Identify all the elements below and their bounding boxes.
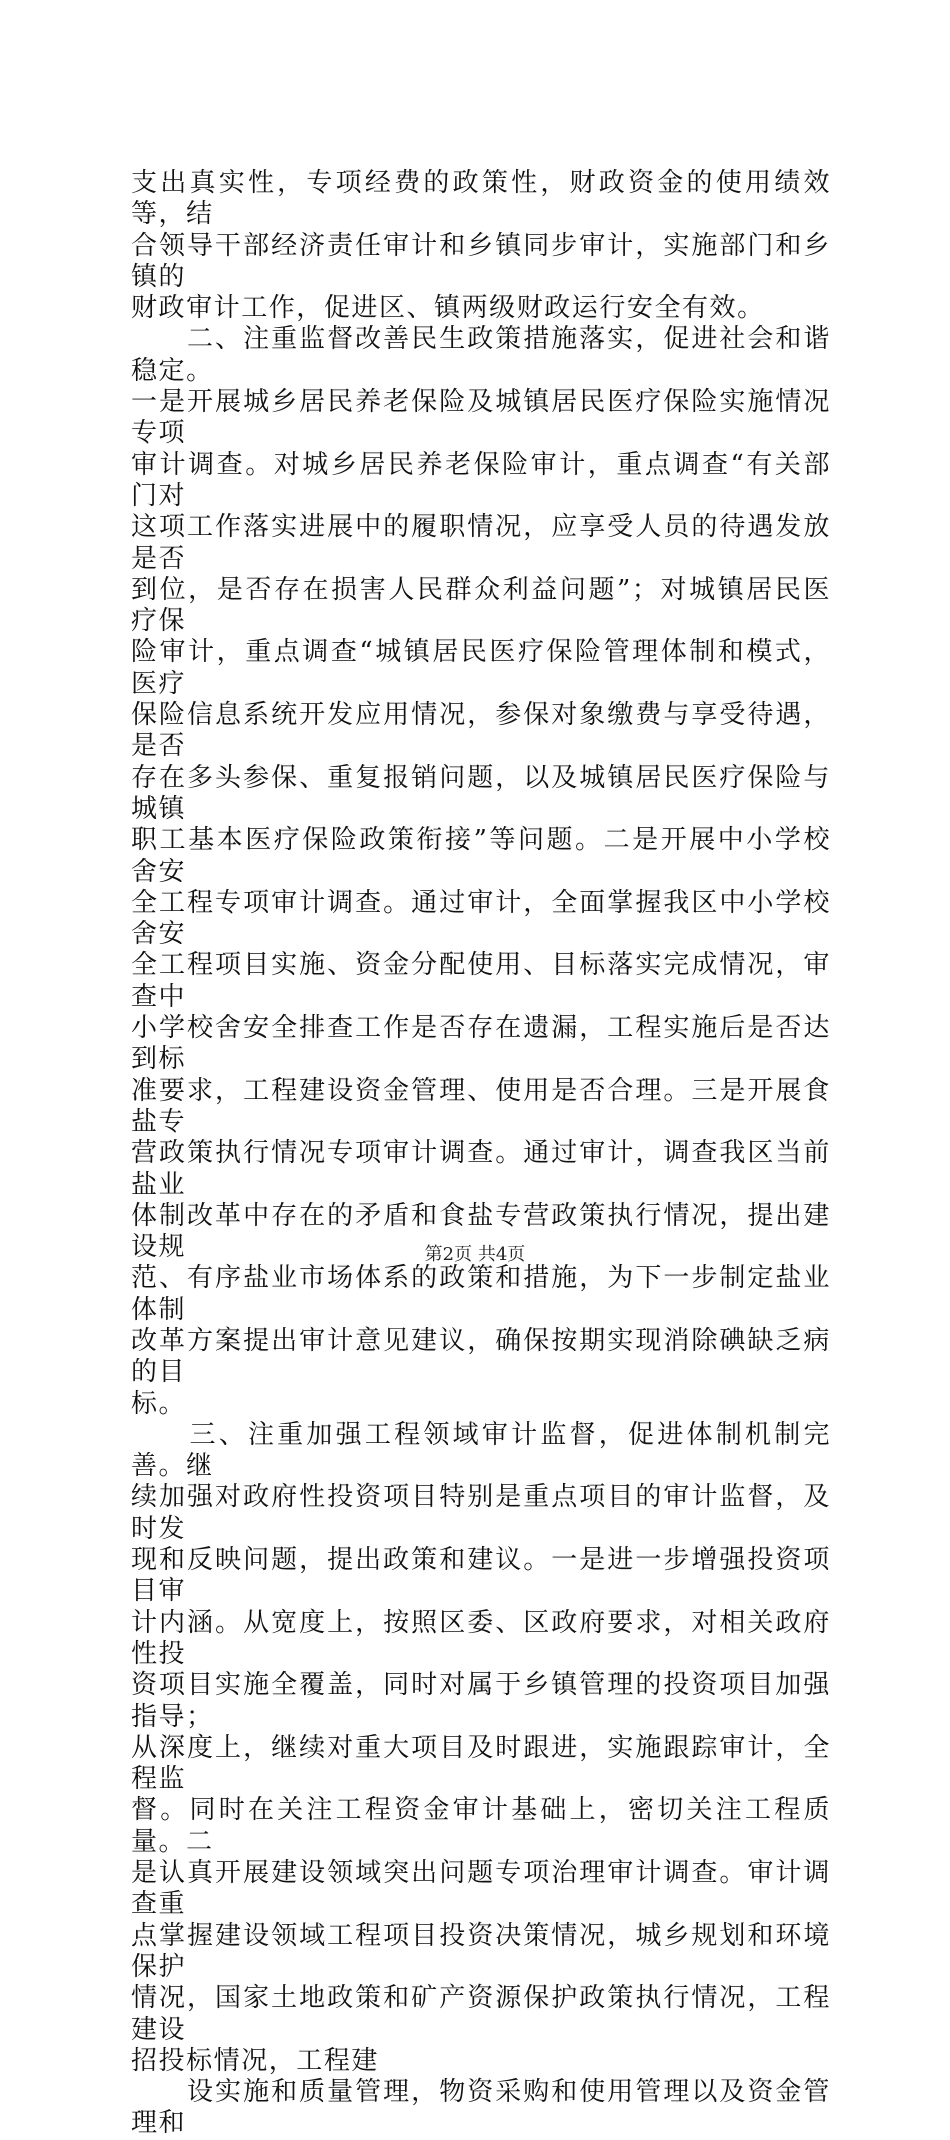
text-line-1: 支出真实性，专项经费的政策性，财政资金的使用绩效等，结: [131, 168, 831, 230]
text-line-33: 设实施和质量管理，物资采购和使用管理以及资金管理和: [131, 2077, 831, 2139]
text-line-24: 现和反映问题，提出政策和建议。一是进一步增强投资项目审: [131, 1545, 831, 1607]
text-line-7: 这项工作落实进展中的履职情况，应享受人员的待遇发放是否: [131, 512, 831, 574]
text-line-32: 招投标情况，工程建: [131, 2045, 379, 2076]
text-line-9: 险审计，重点调查“城镇居民医疗保险管理体制和模式，医疗: [131, 637, 831, 699]
text-line-5: 一是开展城乡居民养老保险及城镇居民医疗保险实施情况专项: [131, 387, 831, 449]
text-line-21: 标。: [131, 1388, 187, 1419]
text-line-28: 督。同时在关注工程资金审计基础上，密切关注工程质量。二: [131, 1795, 831, 1857]
text-line-27: 从深度上，继续对重大项目及时跟进，实施跟踪审计，全程监: [131, 1732, 831, 1795]
text-line-19: 范、有序盐业市场体系的政策和措施，为下一步制定盐业体制: [131, 1263, 831, 1325]
text-line-29: 是认真开展建设领域突出问题专项治理审计调查。审计调查重: [131, 1858, 831, 1920]
text-line-23: 续加强对政府性投资项目特别是重点项目的审计监督，及时发: [131, 1482, 831, 1544]
text-line-10: 保险信息系统开发应用情况，参保对象缴费与享受待遇，是否: [131, 700, 831, 762]
text-line-22: 三、注重加强工程领域审计监督，促进体制机制完善。继: [131, 1419, 831, 1482]
text-line-18: 体制改革中存在的矛盾和食盐专营政策执行情况，提出建设规: [131, 1200, 831, 1263]
text-line-26: 资项目实施全覆盖，同时对属于乡镇管理的投资项目加强指导；: [131, 1670, 831, 1732]
text-line-14: 全工程项目实施、资金分配使用、目标落实完成情况，审查中: [131, 950, 831, 1012]
text-line-20: 改革方案提出审计意见建议，确保按期实现消除碘缺乏病的目: [131, 1325, 831, 1388]
text-line-2: 合领导干部经济责任审计和乡镇同步审计，实施部门和乡镇的: [131, 230, 831, 292]
text-line-31: 情况，国家土地政策和矿产资源保护政策执行情况，工程建设: [131, 1983, 831, 2045]
text-line-17: 营政策执行情况专项审计调查。通过审计，调查我区当前盐业: [131, 1138, 831, 1200]
text-line-4: 二、注重监督改善民生政策措施落实，促进社会和谐稳定。: [131, 324, 831, 386]
page-number-label: 第2页 共4页: [424, 1244, 526, 1265]
text-line-8: 到位，是否存在损害人民群众利益问题”；对城镇居民医疗保: [131, 574, 831, 637]
text-line-11: 存在多头参保、重复报销问题，以及城镇居民医疗保险与城镇: [131, 762, 831, 824]
text-line-6: 审计调查。对城乡居民养老保险审计，重点调查“有关部门对: [131, 449, 831, 511]
text-line-12: 职工基本医疗保险政策衔接”等问题。二是开展中小学校舍安: [131, 825, 831, 887]
text-line-16: 准要求，工程建设资金管理、使用是否合理。三是开展食盐专: [131, 1075, 831, 1137]
text-line-13: 全工程专项审计调查。通过审计，全面掌握我区中小学校舍安: [131, 887, 831, 950]
text-line-30: 点掌握建设领域工程项目投资决策情况，城乡规划和环境保护: [131, 1920, 831, 1982]
text-line-3: 财政审计工作，促进区、镇两级财政运行安全有效。: [131, 293, 765, 324]
body-text: [131, 168, 831, 2140]
text-line-15: 小学校舍安全排查工作是否存在遗漏，工程实施后是否达到标: [131, 1013, 831, 1075]
page-footer: [0, 1243, 950, 1267]
text-line-25: 计内涵。从宽度上，按照区委、区政府要求，对相关政府性投: [131, 1607, 831, 1669]
